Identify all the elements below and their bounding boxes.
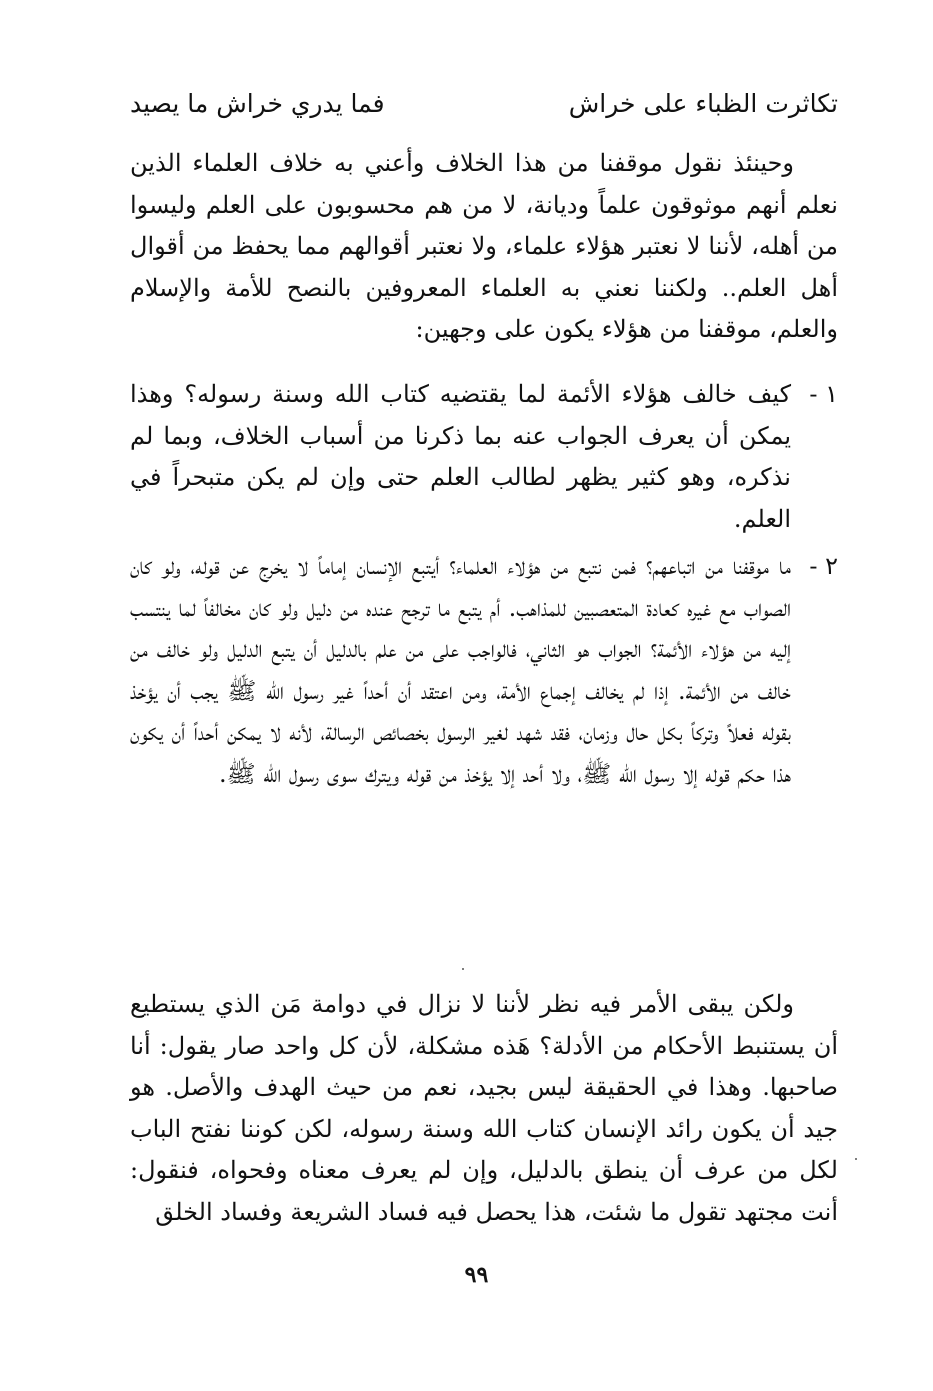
verse-first-hemistich: تكاثرت الظباء على خراش: [568, 89, 838, 118]
intro-paragraph: [130, 143, 838, 351]
list-item-text: ما موقفنا من اتباعهم؟ فمن نتبع من هؤلاء العلماء؟ أيتبع الإنسان إماماً لا يخرج عن قوله، ولو كان الصواب مع غيره كعادة المتعصبين للمذاهب. أم يتبع ما ترجح عنده من دليل ولو كان مخالفاً لما ينتسب إليه من هؤلاء الأئمة؟ الجواب هو الثاني، فالواجب على من علم بالدليل أن يتبع الدليل ولو خالف من خالف من الأئمة. إذا لم يخالف إجماع الأمة، ومن اعتقد أن أحداً غير رسول الله ﷺ يجب أن يؤخذ بقوله فعلاً وتركاً بكل حال وزمان، فقد شهد لغير الرسول بخصائص الرسالة، لأنه لا يمكن أحداً أن يكون هذا حكم قوله إلا رسول الله ﷺ، ولا أحد إلا يؤخذ من قوله ويترك سوى رسول الله ﷺ.: [130, 552, 792, 788]
list-item-2: [130, 546, 838, 795]
page-number: [0, 1262, 933, 1288]
closing-paragraph: [130, 984, 838, 1233]
list-item-1: [130, 374, 838, 540]
closing-paragraph-text: ولكن يبقى الأمر فيه نظر لأننا لا نزال في دوامة مَن الذي يستطيع أن يستنبط الأحكام من الأدلة؟ هَذه مشكلة، لأن كل واحد صار يقول: أنا صاحبها. وهذا في الحقيقة ليس بجيد، نعم من حيث الهدف والأصل. هو جيد أن يكون رائد الإنسان كتاب الله وسنة رسوله، لكن كوننا نفتح الباب لكل من عرف أن ينطق بالدليل، وإن لم يعرف معناه وفحواه، فنقول: أنت مجتهد تقول ما شئت، هذا يحصل فيه فساد الشريعة وفساد الخلق: [130, 990, 838, 1226]
scan-speck: [462, 968, 464, 970]
page-number-text: ٩٩: [464, 1262, 489, 1288]
list-item-number: ١ -: [809, 380, 838, 408]
list-item-number: ٢ -: [809, 552, 838, 580]
list-item-text: كيف خالف هؤلاء الأئمة لما يقتضيه كتاب الله وسنة رسوله؟ وهذا يمكن أن يعرف الجواب عنه بما ذكرنا من أسباب الخلاف، وبما لم نذكره، وهو كثير يظهر لطالب العلم حتى وإن لم يكن متبحراً في العلم.: [130, 380, 791, 533]
scan-speck: [855, 1158, 857, 1160]
poem-verse: [130, 82, 838, 126]
verse-second-hemistich: فما يدري خراش ما يصيد: [130, 89, 385, 118]
intro-paragraph-text: وحينئذ نقول موقفنا من هذا الخلاف وأعني به خلاف العلماء الذين نعلم أنهم موثوقون علماً وديانة، لا من هم محسوبون على العلم وليسوا من أهله، لأننا لا نعتبر هؤلاء علماء، ولا نعتبر أقوالهم مما يحفظ من أقوال أهل العلم.. ولكننا نعني به العلماء المعروفين بالنصح للأمة والإسلام والعلم، موقفنا من هؤلاء يكون على وجهين:: [130, 149, 838, 343]
